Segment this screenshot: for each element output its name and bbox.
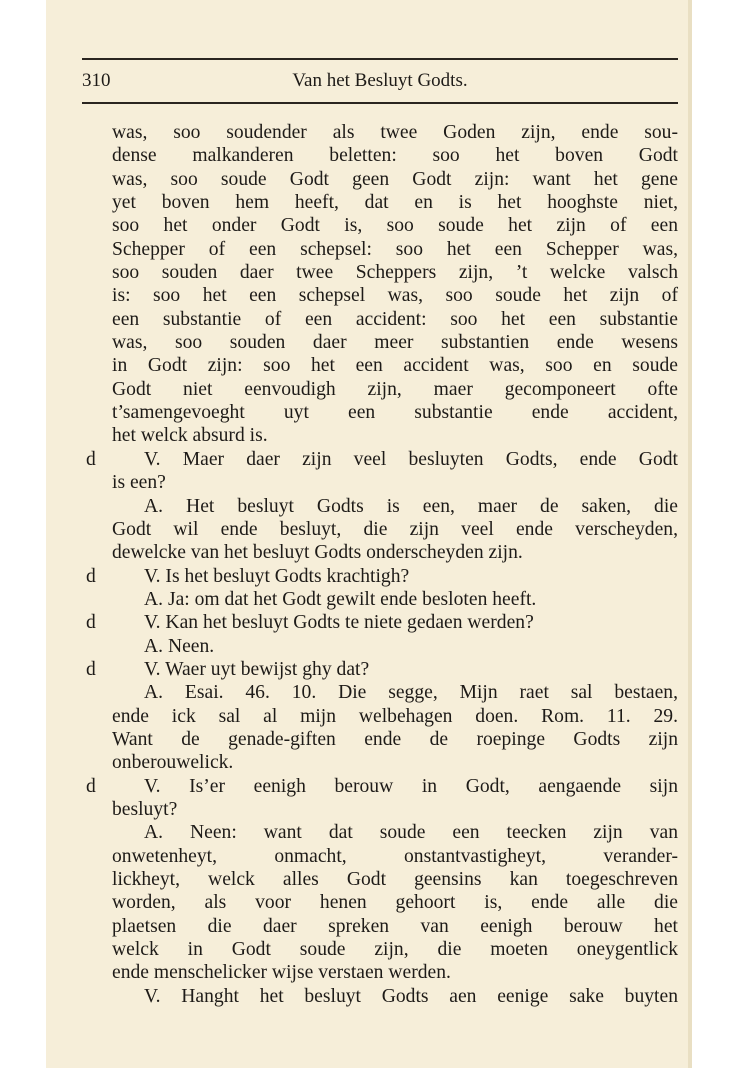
text-line: V. Hanght het besluyt Godts aen eenige sake buyten <box>144 985 678 1007</box>
text-line: V. Waer uyt bewijst ghy dat? <box>144 658 370 680</box>
text-line: het welck absurd is. <box>112 425 268 447</box>
text-line: een substantie of een accident: soo het een substantie <box>112 308 678 330</box>
text-line: Godt niet eenvoudigh zijn, maer gecomponeert ofte <box>112 378 678 400</box>
text-line: Schepper of een schepsel: soo het een Schepper was, <box>112 238 678 260</box>
paragraph <box>82 635 678 658</box>
paragraph <box>82 821 678 984</box>
text-line: was, soo soude Godt geen Godt zijn: want het gene <box>112 168 678 190</box>
text-line: t’samengevoeght uyt een substantie ende accident, <box>112 402 678 424</box>
text-line: soo het onder Godt is, soo soude het zijn of een <box>112 215 678 237</box>
paragraph <box>82 681 678 774</box>
page-number: 310 <box>82 70 111 91</box>
paragraph <box>82 985 678 1008</box>
text-line: V. Maer daer zijn veel besluyten Godts, ende Godt <box>144 448 678 470</box>
text-line: Want de genade-giften ende de roepinge Godts zijn <box>112 728 678 750</box>
paragraph <box>82 565 678 588</box>
paragraph <box>82 495 678 565</box>
text-line: onberouwelick. <box>112 752 234 774</box>
paragraph <box>82 588 678 611</box>
text-line: V. Is het besluyt Godts krachtigh? <box>144 565 410 587</box>
text-line: onwetenheyt, onmacht, onstantvastigheyt, verander- <box>112 845 678 867</box>
paragraph <box>82 448 678 495</box>
text-line: is: soo het een schepsel was, soo soude het zijn of <box>112 285 678 307</box>
book-page <box>46 0 692 1068</box>
page-header <box>82 66 678 96</box>
text-line: ende ick sal al mijn welbehagen doen. Rom. 11. 29. <box>112 705 678 727</box>
header-bottom-rule <box>82 102 678 104</box>
paragraph <box>82 121 678 448</box>
paragraph <box>82 775 678 822</box>
text-line: welck in Godt soude zijn, die moeten oneygentlick <box>112 939 678 961</box>
text-line: is een? <box>112 472 166 494</box>
margin-marker: d <box>86 565 96 587</box>
text-line: dewelcke van het besluyt Godts onderscheyden zijn. <box>112 542 523 564</box>
text-line: besluyt? <box>112 798 178 820</box>
margin-marker: d <box>86 448 96 470</box>
margin-marker: d <box>86 775 96 797</box>
text-line: A. Neen. <box>144 635 215 657</box>
text-line: Godt wil ende besluyt, die zijn veel ende verscheyden, <box>112 518 678 540</box>
text-line: in Godt zijn: soo het een accident was, soo en soude <box>112 355 678 377</box>
margin-marker: d <box>86 612 96 634</box>
text-line: lickheyt, welck alles Godt geensins kan toegeschreven <box>112 869 678 890</box>
text-line: V. Is’er eenigh berouw in Godt, aengaende sijn <box>144 775 678 797</box>
text-line: dense malkanderen beletten: soo het boven Godt <box>112 145 678 167</box>
text-line: was, soo soudender als twee Goden zijn, ende sou- <box>112 122 678 143</box>
header-top-rule <box>82 58 678 60</box>
paragraph <box>82 611 678 634</box>
text-line: V. Kan het besluyt Godts te niete gedaen werden? <box>144 612 534 634</box>
text-line: soo souden daer twee Scheppers zijn, ’t welcke valsch <box>112 262 678 284</box>
body-text <box>82 121 678 1008</box>
text-line: plaetsen die daer spreken van eenigh berouw het <box>112 915 678 937</box>
text-line: A. Neen: want dat soude een teecken zijn van <box>144 822 678 844</box>
text-line: A. Ja: om dat het Godt gewilt ende besloten heeft. <box>144 588 537 610</box>
text-line: ende menschelicker wijse verstaen werden. <box>112 962 451 984</box>
margin-marker: d <box>86 658 96 680</box>
text-line: was, soo souden daer meer substantien ende wesens <box>112 332 678 354</box>
paragraph <box>82 658 678 681</box>
running-title: Van het Besluyt Godts. <box>292 70 468 91</box>
text-line: A. Esai. 46. 10. Die segge, Mijn raet sal bestaen, <box>144 682 678 704</box>
text-line: A. Het besluyt Godts is een, maer de saken, die <box>144 495 678 517</box>
text-line: yet boven hem heeft, dat en is het hooghste niet, <box>112 192 678 214</box>
text-line: worden, als voor henen gehoort is, ende alle die <box>112 892 678 914</box>
